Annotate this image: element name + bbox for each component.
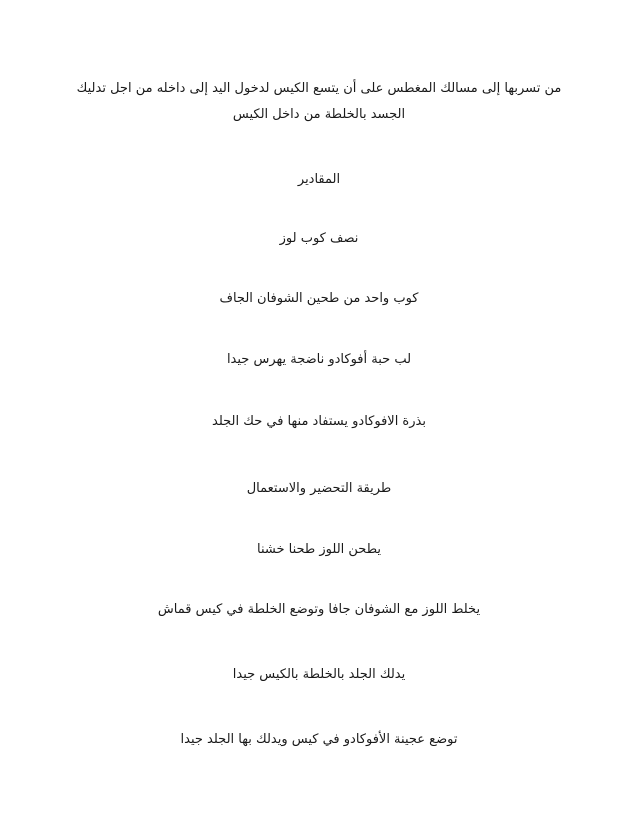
method-step-1: يطحن اللوز طحنا خشنا: [257, 542, 381, 557]
ingredient-avocado-seed: بذرة الافوكادو يستفاد منها في حك الجلد: [212, 414, 426, 429]
ingredients-heading: المقادير: [297, 172, 341, 187]
intro-line-1: من تسربها إلى مسالك المغطس على أن يتسع الكيس لدخول اليد إلى داخله من اجل تدليك: [76, 81, 562, 96]
ingredient-avocado-pulp: لب حبة أفوكادو ناضجة يهرس جيدا: [226, 352, 412, 367]
method-step-3: يدلك الجلد بالخلطة بالكيس جيدا: [232, 667, 406, 682]
intro-line-2: الجسد بالخلطة من داخل الكيس: [232, 107, 406, 122]
method-heading: طريقة التحضير والاستعمال: [246, 481, 392, 496]
ingredient-oat-flour: كوب واحد من طحين الشوفان الجاف: [219, 291, 419, 306]
ingredient-almonds: نصف كوب لوز: [279, 231, 359, 246]
method-step-4: توضع عجينة الأفوكادو في كيس ويدلك بها الجلد جيدا: [180, 732, 458, 747]
method-step-2: يخلط اللوز مع الشوفان جافا وتوضع الخلطة في كيس قماش: [157, 602, 481, 617]
